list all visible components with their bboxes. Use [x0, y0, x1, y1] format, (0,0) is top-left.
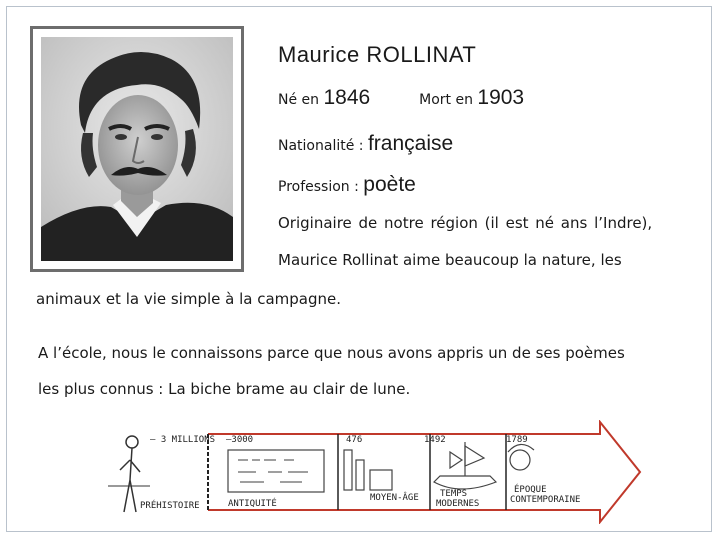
- paragraph-line-4: A l’école, nous le connaissons parce que nous avons appris un de ses poèmes: [38, 344, 625, 362]
- mark-contemporary: 1789: [506, 435, 528, 445]
- period-contemporary-1: ÉPOQUE: [514, 485, 547, 495]
- profession-label: Profession :: [278, 179, 359, 195]
- paragraph-line-5: les plus connus : La biche brame au clair de lune.: [38, 380, 411, 398]
- nationality-label: Nationalité :: [278, 138, 364, 154]
- born-year: 1846: [323, 86, 371, 109]
- death-label: Mort en: [419, 92, 473, 108]
- portrait-photo: [41, 37, 233, 261]
- mark-prehistory: – 3 MILLIONS: [150, 435, 216, 445]
- revolutionary-head-icon: [508, 444, 534, 470]
- profession-value: poète: [363, 173, 416, 196]
- period-contemporary-2: CONTEMPORAINE: [510, 495, 581, 505]
- nationality-value: française: [367, 132, 454, 155]
- ruined-columns-icon: [344, 450, 392, 490]
- period-modern-1: TEMPS: [440, 489, 468, 499]
- death-year: 1903: [477, 86, 525, 109]
- paragraph-line-3: animaux et la vie simple à la campagne.: [36, 290, 342, 308]
- mark-modern: 1492: [424, 435, 446, 445]
- period-prehistory: PRÉHISTOIRE: [140, 501, 200, 511]
- caravel-ship-icon: [434, 442, 496, 489]
- hieroglyph-tablet-icon: [228, 450, 324, 492]
- mark-antiquity: –3000: [226, 435, 254, 445]
- paragraph-line-1: Originaire de notre région (il est né ans l’Indre),: [278, 214, 653, 232]
- portrait-frame: [30, 26, 244, 272]
- born-label: Né en: [278, 92, 320, 108]
- poet-name: Maurice ROLLINAT: [278, 42, 477, 67]
- period-middle-ages: MOYEN-ÂGE: [370, 493, 419, 503]
- nationality-line: [278, 132, 453, 156]
- paragraph-line-2: Maurice Rollinat aime beaucoup la nature, les: [278, 251, 622, 269]
- mark-middle-ages: 476: [346, 435, 363, 445]
- period-modern-2: MODERNES: [436, 499, 480, 509]
- period-antiquity: ANTIQUITÉ: [228, 499, 277, 509]
- dates-line: [278, 86, 524, 110]
- profession-line: [278, 173, 416, 197]
- history-timeline: [100, 420, 644, 524]
